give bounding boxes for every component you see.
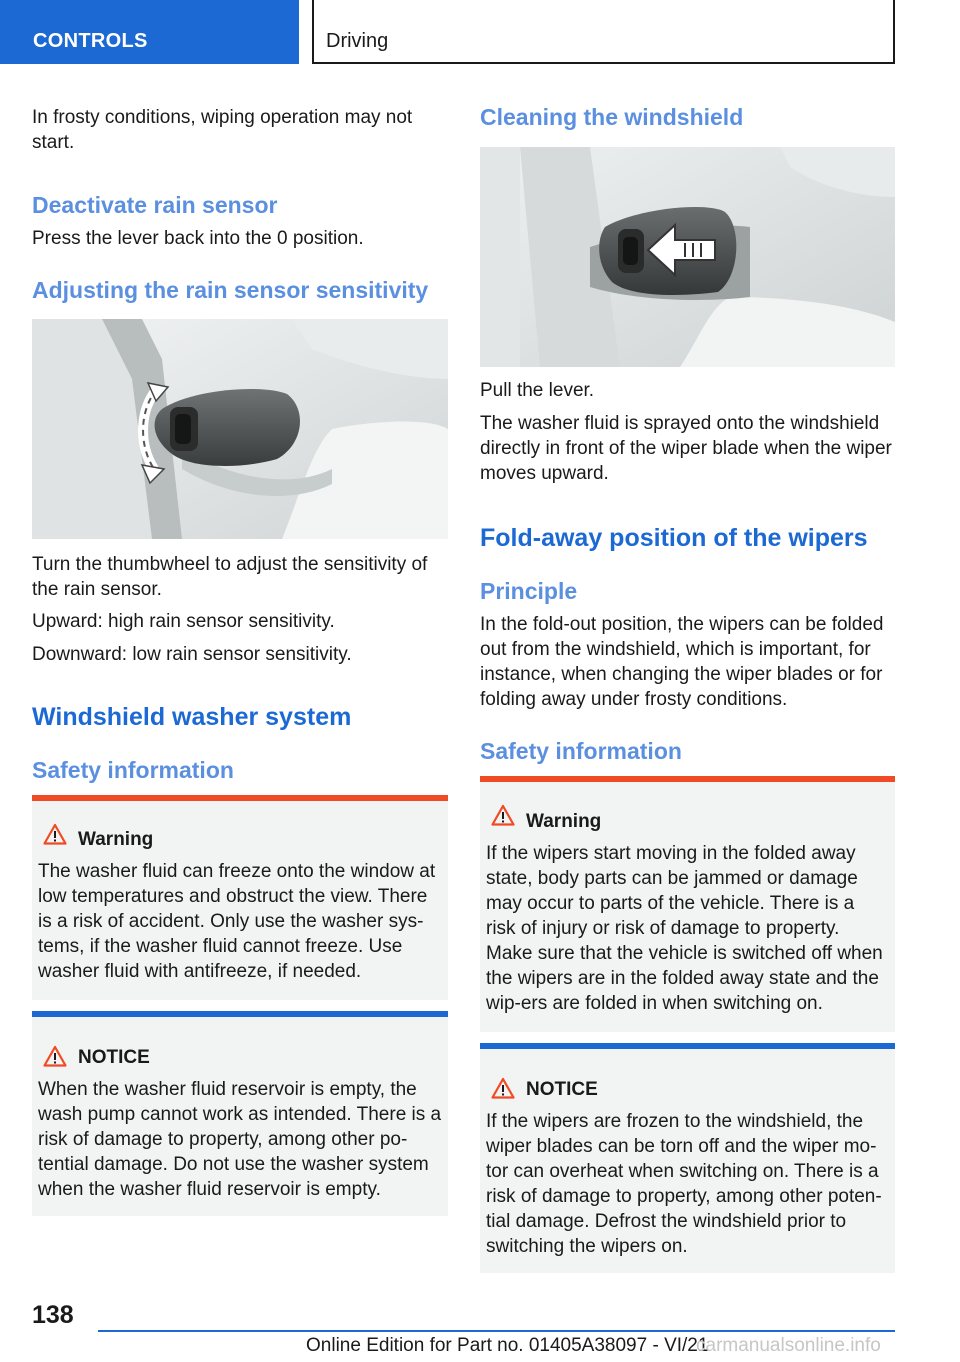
wiper-warning-triangle-icon [491,804,515,826]
edition-text: Online Edition for Part no. 01405A38097 - VI/21 [306,1335,709,1356]
notice-triangle-icon [43,1045,67,1067]
wiper-notice-box [480,1043,895,1273]
notice-text: When the washer fluid reservoir is empty, the wash pump cannot work as intended. There is a risk of damage to property, among other po-tential damage. Do not use the washer system when the washer fluid reservoir is empty. [38,1079,442,1200]
deactivate-text: Press the lever back into the 0 position. [32,228,364,249]
sensitivity-heading: Adjusting the rain sensor sensitivity [32,277,429,303]
sensitivity-text: Turn the thumbwheel to adjust the sensitivity of the rain sensor. [32,554,428,600]
page-number: 138 [32,1301,74,1329]
cleaning-heading: Cleaning the windshield [480,104,744,130]
warning-box [32,795,448,1000]
thumbwheel-figure [32,319,448,539]
sensitivity-downward: Downward: low rain sensor sensitivity. [32,644,352,665]
wiper-warning-title: Warning [526,811,602,832]
cleaning-text: The washer fluid is sprayed onto the windshield directly in front of the wiper blade when the wiper moves upward. [480,413,892,484]
footer-rule [98,1330,895,1332]
warning-triangle-icon [43,823,67,845]
sensitivity-upward: Upward: high rain sensor sensitivity. [32,611,335,632]
warning-text: The washer fluid can freeze onto the window at low temperatures and obstruct the view. There is a risk of accident. Only use the washer sys-tems, if the washer fluid cannot freeze. Use washer fluid with antifreeze, if needed. [38,861,436,982]
pull-lever-illustration [480,147,895,367]
section-tab [0,0,299,64]
principle-text: In the fold-out position, the wipers can be folded out from the windshield, which is important, for instance, when changing the wiper blades or for folding away under frosty conditions. [480,614,884,710]
watermark: carmanualsonline.info [696,1335,881,1356]
chapter-header [312,0,895,64]
section-title: CONTROLS [33,30,148,52]
washer-heading: Windshield washer system [32,703,352,731]
foldaway-heading: Fold-away position of the wipers [480,524,868,552]
chapter-title: Driving [326,30,389,52]
foldaway-safety-heading: Safety information [480,738,682,764]
wiper-notice-title: NOTICE [526,1079,598,1100]
notice-box [32,1011,448,1216]
principle-heading: Principle [480,578,578,604]
intro-text: In frosty conditions, wiping operation may not start. [32,107,413,153]
wiper-notice-text: If the wipers are frozen to the windshield, the wiper blades can be torn off and the wiper mo-tor can overheat when switching on. There is a risk of damage to property, among other poten-tial damage. Defrost the windshield prior to switching the wipers on. [486,1111,882,1257]
washer-safety-heading: Safety information [32,757,234,783]
cleaning-pull-text: Pull the lever. [480,380,595,401]
thumbwheel-illustration [32,319,448,539]
wiper-warning-box [480,776,895,1032]
wiper-warning-text: If the wipers start moving in the folded away state, body parts can be jammed or damage may occur to parts of the vehicle. There is a risk of injury or risk of damage to property. Make sure that the vehicle is switched off when the wipers are in the folded away state and the wip-ers are folded in when switching on. [486,843,883,1014]
warning-title: Warning [78,829,154,850]
deactivate-heading: Deactivate rain sensor [32,192,278,218]
wiper-notice-triangle-icon [491,1077,515,1099]
notice-title: NOTICE [78,1047,150,1068]
pull-lever-figure [480,147,895,367]
